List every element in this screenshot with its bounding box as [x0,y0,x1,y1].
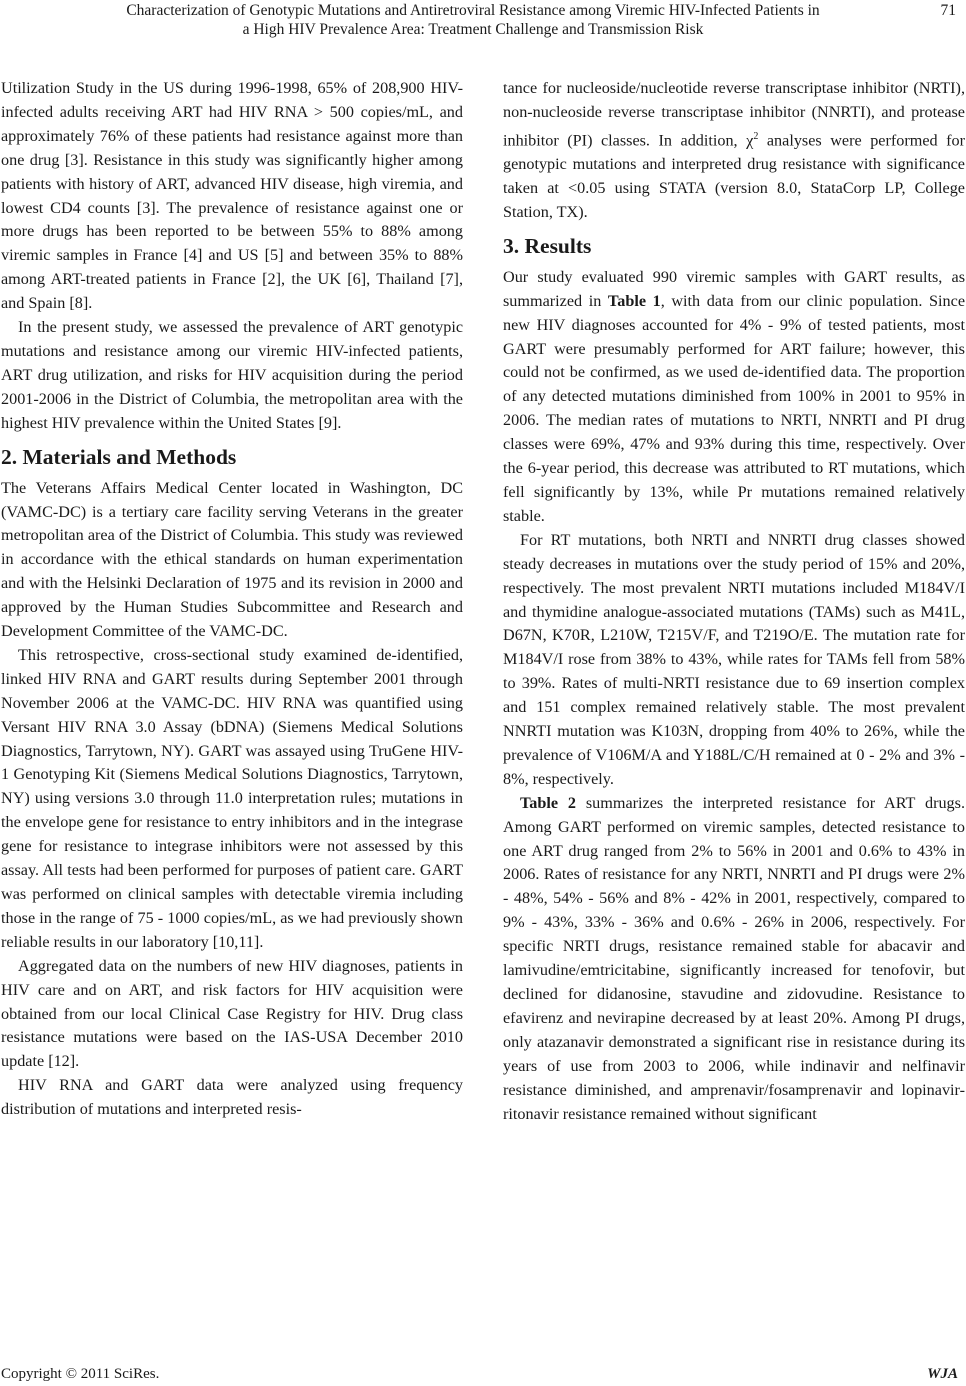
paragraph-analysis: HIV RNA and GART data were analyzed using frequency distribution of mutations and interpreted resis- [1,1076,463,1119]
journal-abbreviation: WJA [927,1366,958,1382]
paragraph-setting: The Veterans Affairs Medical Center located in Washington, DC (VAMC-DC) is a tertiary care facility serving Veterans in the greater metropolitan area of the District of Columbia. This study was reviewed in accordance with the ethical standards on human experimentation and with the Helsinki Declaration of 1975 and its revision in 2000 and approved by the Human Studies Subcommittee and Research and Development Committee of the VAMC-DC. [1,478,463,641]
results-text-a: Our study evaluated 990 viremic samples with GART results, as summarized in [503,267,965,310]
table-1-reference: Table 1 [607,291,661,310]
paragraph-rt-mutations: For RT mutations, both NRTI and NNRTI drug classes showed steady decreases in mutations over the study period of 15% and 20%, respectively. The most prevalent NRTI mutations included M184V/I and thymidine analogue-associated mutations (TAMs) such as M41L, D67N, K70R, L210W, T215V/F, and T219O/E. The mutation rate for M184V/I rose from 38% to 43%, while rates for TAMs fell from 58% to 39%. Rates of multi-NRTI resistance due to 69 insertion complex and 151 complex remained relatively stable. The most prevalent NNRTI mutation was K103N, dropping from 40% to 26%, while the prevalence of V106M/A and Y188L/C/H remained at 0 - 2% and 3% - 8%, respectively. [503,530,965,788]
table-2-reference: Table 2 [520,793,577,812]
paragraph-interpreted-resistance [503,792,965,1127]
paragraph-intro-continued: Utilization Study in the US during 1996-1998, 65% of 208,900 HIV-infected adults receiving ART had HIV RNA > 500 copies/mL, and approximately 76% of these patients had resistance against more than one drug [3]. Resistance in this study was significantly higher among patients with history of ART, advanced HIV disease, high viremia, and lowest CD4 counts [3]. The prevalence of resistance against one or more drugs has been reported to be between 55% to 88% among viremic samples in France [4] and US [5] and between 35% to 88% among ART-treated patients in France [2], the UK [6], Thailand [7], and Spain [8]. [1,79,463,313]
running-title-line-2: a High HIV Prevalence Area: Treatment Challenge and Transmission Risk [242,21,704,38]
left-column [1,77,463,1122]
chi-square-superscript: 2 [753,130,759,142]
paragraph-analysis-continued [503,77,965,225]
paragraph-results-overview [503,266,965,529]
running-title-line-1: Characterization of Genotypic Mutations and Antiretroviral Resistance among Viremic HIV-Infected Patients in [126,2,820,19]
analysis-text-b: analyses were performed for genotypic mutations and interpreted drug resistance with significance taken at <0.05 using STATA (version 8.0, StataCorp LP, College Station, TX). [503,131,966,221]
page-number: 71 [940,2,956,19]
section-heading-materials-methods: 2. Materials and Methods [1,444,237,469]
results-text-b: , with data from our clinic population. Since new HIV diagnoses accounted for 4% - 9% of tested patients, most GART were presumably performed for ART failure; however, this could not be confirmed, as we used de-identified data. The proportion of any detected mutations diminished from 100% in 2001 to 95% in 2006. The median rates of mutations to NRTI, NNRTI and PI drug classes were 69%, 47% and 93% during this time, respectively. Over the 6-year period, this decrease was attributed to RT mutations, which fell significantly by 13%, while Pr mutations remained relatively stable. [503,291,965,525]
paragraph-aggregated-data: Aggregated data on the numbers of new HIV diagnoses, patients in HIV care and on ART, and risk factors for HIV acquisition were obtained from our local Clinical Case Registry for HIV. Drug class resistance mutations were based on the IAS-USA December 2010 update [12]. [1,956,463,1071]
resistance-text: summarizes the interpreted resistance for ART drugs. Among GART performed on viremic samples, detected resistance to one ART drug ranged from 2% to 56% in 2001 and 0.6% to 43% in 2006. Rates of resistance for any NRTI, NNRTI and PI drugs were 2% - 48%, 54% - 56% and 8% - 42% in 2001, respectively, compared to 9% - 43%, 33% - 36% and 0.6% - 26% in 2006, respectively. For specific NRTI drugs, resistance remained stable for abacavir and lamivudine/emtricitabine, significantly increased for tenofovir, but declined for didanosine, stavudine and zidovudine. Resistance to efavirenz and nevirapine decreased by at least 20%. Among PI drugs, only atazanavir demonstrated a significant rise in resistance during its years of use from 2003 to 2006, while indinavir and nelfinavir resistance diminished, and amprenavir/fosamprenavir and lopinavir-ritonavir resistance remained without significant [503,793,965,1123]
analysis-text-a: tance for nucleoside/nucleotide reverse transcriptase inhibitor (NRTI), non-nucleoside reverse transcriptase inhibitor (NNRTI), and protease inhibitor (PI) classes. In addition, χ [503,79,965,150]
paragraph-study-design: This retrospective, cross-sectional study examined de-identified, linked HIV RNA and GART results during September 2001 through November 2006 at the VAMC-DC. HIV RNA was quantified using Versant HIV RNA 3.0 Assay (bDNA) (Siemens Medical Solutions Diagnostics, Tarrytown, NY). GART was assayed using TruGene HIV-1 Genotyping Kit (Siemens Medical Solutions Diagnostics, Tarrytown, NY) using versions 3.0 through 11.0 interpretation rules; mutations in the envelope gene for resistance to entry inhibitors and in the integrase gene for resistance to integrase inhibitors were not assessed by this assay. All tests had been performed for purposes of patient care. GART was performed on clinical samples with detectable viremia including those in the range of 75 - 1000 copies/mL, as we had previously shown reliable results in our laboratory [10,11]. [1,645,463,951]
paragraph-study-aim: In the present study, we assessed the prevalence of ART genotypic mutations and resistance among our viremic HIV-infected patients, ART drug utilization, and risks for HIV acquisition during the period 2001-2006 in the District of Columbia, the metropolitan area with the highest HIV prevalence within the United States [9]. [1,318,463,432]
running-header [0,0,966,46]
right-column [503,77,965,1126]
copyright-notice: Copyright © 2011 SciRes. [1,1366,160,1382]
section-heading-results: 3. Results [503,233,592,258]
page-footer [0,1366,966,1386]
